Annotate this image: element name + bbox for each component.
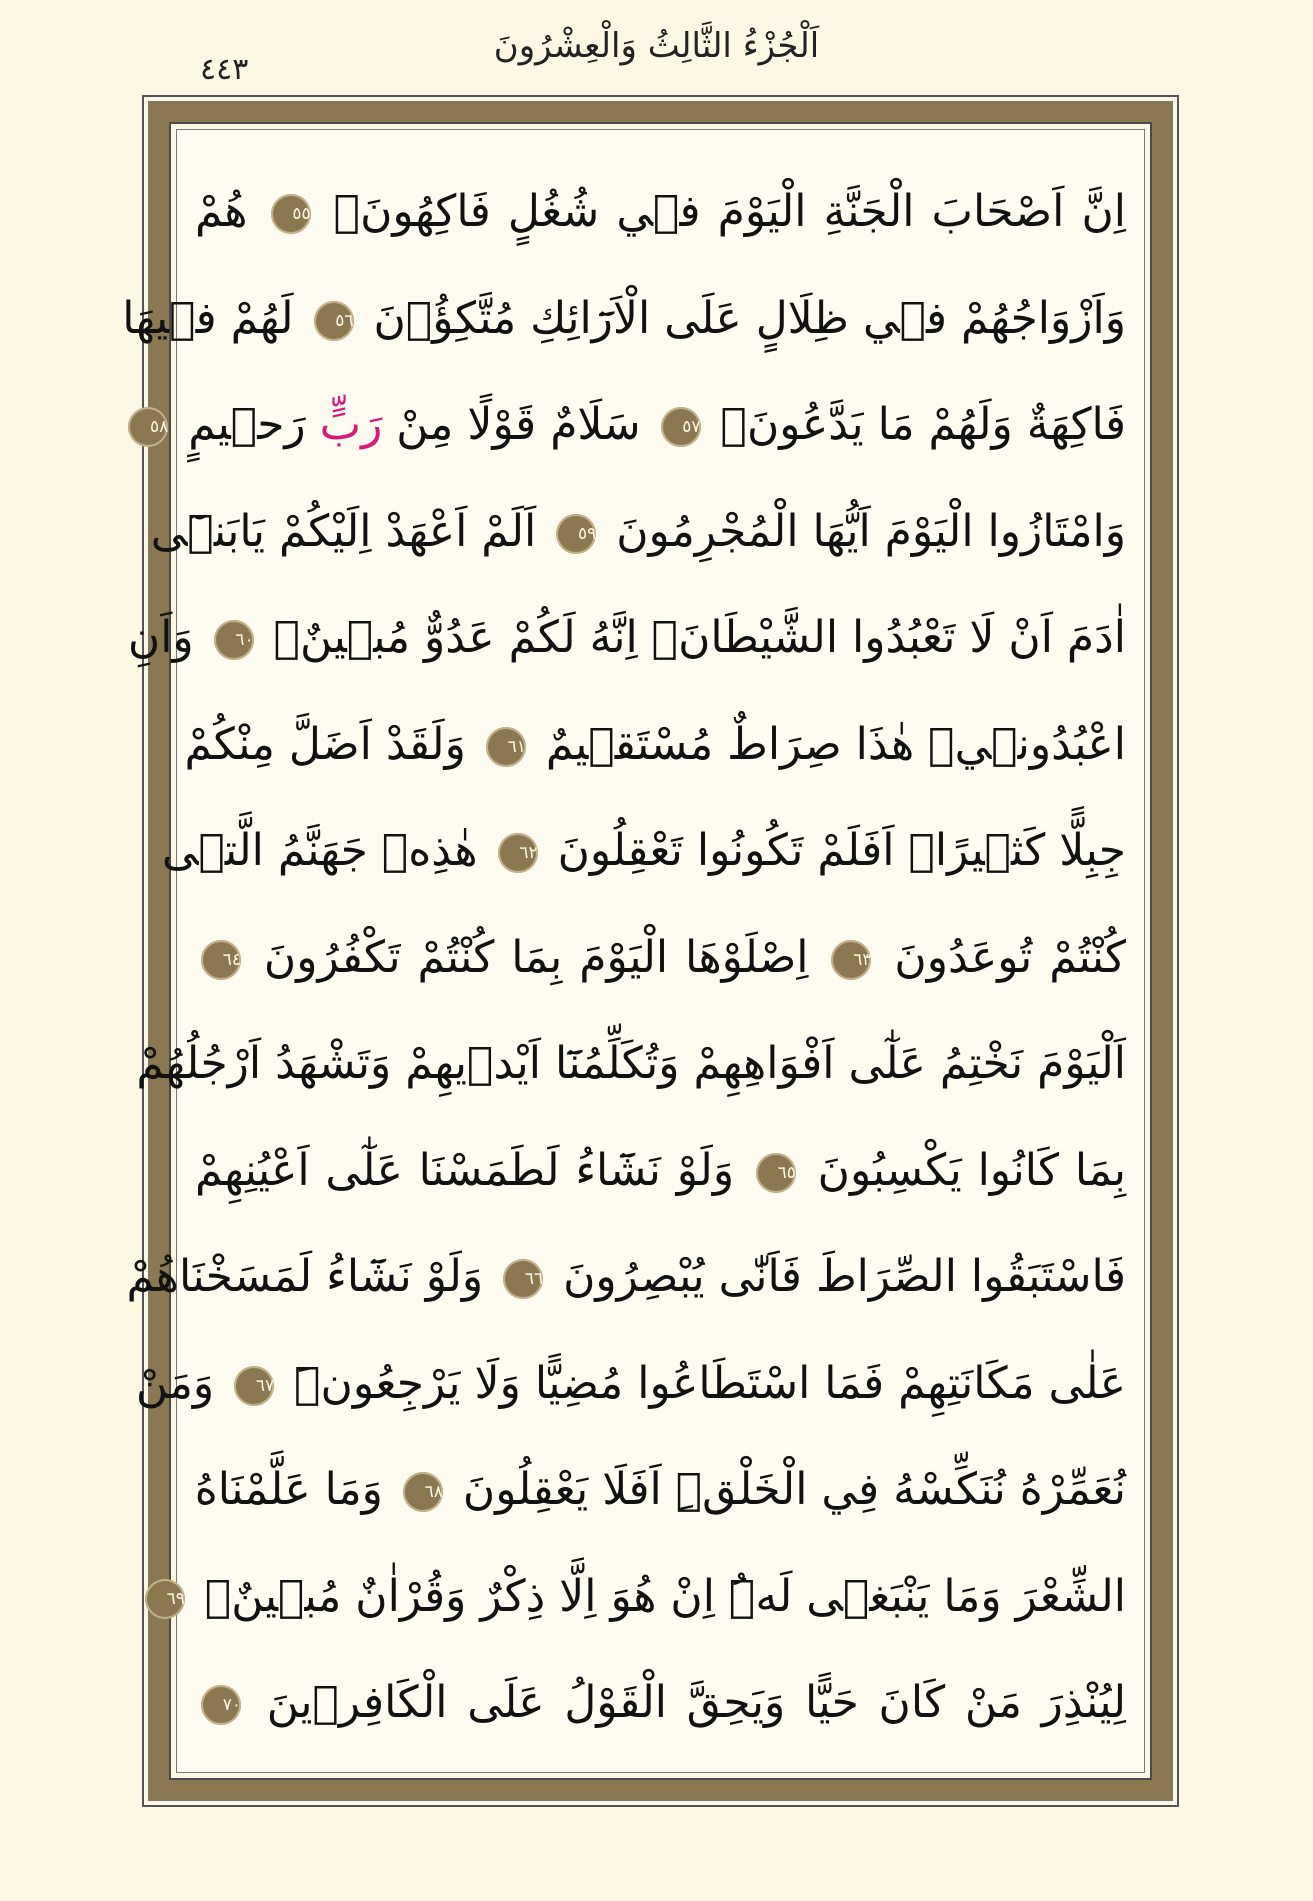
ayah-number-marker: ٦٢ (498, 833, 538, 873)
ayah-number-marker: ٦٦ (503, 1259, 543, 1299)
ayah-number-marker: ٦٧ (234, 1366, 274, 1406)
ayah-number-marker: ٥٦ (314, 301, 354, 341)
verse-text: اِصْلَوْهَا الْيَوْمَ بِمَا كُنْتُمْ تَكْفُرُونَ (247, 931, 826, 983)
verse-text: نُعَمِّرْهُ نُنَكِّسْهُ فِي الْخَلْقِۜ اَفَلَا يَعْقِلُونَ (448, 1464, 1126, 1515)
verse-line (195, 906, 1126, 1010)
verse-line (150, 480, 1126, 584)
verse-text: وَامْتَازُوا الْيَوْمَ اَيُّهَا الْمُجْرِمُونَ (602, 505, 1126, 557)
verse-line (135, 1332, 1126, 1436)
verse-text: هُمْ (195, 186, 265, 237)
verse-line (195, 1119, 1126, 1223)
verse-line (195, 1438, 1126, 1542)
verse-text: وَمَنْ (135, 1357, 229, 1409)
verse-line (127, 586, 1126, 690)
verse-text: سَلَامٌ قَوْلًا مِنْ (382, 399, 655, 450)
verse-text: وَاَزْوَاجُهُمْ فٖي ظِلَالٍ عَلَى الْاَرَٓائِكِ مُتَّكِؤُ۫نَ (359, 292, 1126, 344)
verse-text: فَاسْتَبَقُوا الصِّرَاطَ فَاَنّٰى يُبْصِرُونَ (549, 1251, 1126, 1302)
verse-text: اٰدَمَ اَنْ لَا تَعْبُدُوا الشَّيْطَانَۚ اِنَّهُ لَكُمْ عَدُوٌّ مُبٖينٌۙ (259, 612, 1126, 663)
verse-line (122, 267, 1126, 371)
ayah-number-marker: ٥٩ (556, 514, 596, 554)
ayah-number-marker: ٧٠ (201, 1685, 241, 1725)
quran-text-block (122, 160, 1126, 1760)
verse-text: لَهُمْ فٖيهَا (122, 292, 308, 344)
verse-text: هٰذِهٖ جَهَنَّمُ الَّتٖى (161, 825, 492, 876)
page-number: ٤٤٣ (200, 52, 249, 87)
verse-line (195, 160, 1126, 264)
ayah-number-marker: ٦٨ (403, 1472, 443, 1512)
verse-text: فَاكِهَةٌ وَلَهُمْ مَا يَدَّعُونَۚ (706, 399, 1126, 450)
highlighted-word: رَبٍّ (319, 399, 383, 450)
verse-line (184, 693, 1126, 797)
ayah-number-marker: ٦٤ (201, 940, 241, 980)
ayah-number-marker: ٦٥ (756, 1153, 796, 1193)
verse-text: لِيُنْذِرَ مَنْ كَانَ حَيًّا وَيَحِقَّ الْقَوْلُ عَلَى الْكَافِرٖينَ (247, 1677, 1126, 1728)
ayah-number-marker: ٦٣ (831, 940, 871, 980)
verse-text: وَلَوْ نَشَٓاءُ لَطَمَسْنَا عَلٰٓى اَعْيُنِهِمْ (195, 1144, 750, 1196)
verse-line (136, 1012, 1126, 1116)
verse-text: بِمَا كَانُوا يَكْسِبُونَ (801, 1144, 1126, 1196)
verse-line (149, 373, 1126, 477)
verse-text: اِنَّ اَصْحَابَ الْجَنَّةِ الْيَوْمَ فٖي شُغُلٍ فَاكِهُونَۚ (316, 186, 1126, 237)
verse-line (195, 1651, 1126, 1755)
ayah-number-marker: ٦٩ (145, 1579, 185, 1619)
ayah-number-marker: ٥٧ (661, 407, 701, 447)
ayah-number-marker: ٥٨ (128, 407, 168, 447)
verse-text: رَحٖيمٍ (174, 399, 320, 450)
verse-text: اعْبُدُونٖيۜ هٰذَا صِرَاطٌ مُسْتَقٖيمٌ (531, 718, 1126, 770)
page-header-title: اَلْجُزْءُ الثَّالِثُ وَالْعِشْرُونَ (493, 26, 820, 66)
verse-text: وَلَوْ نَشَٓاءُ لَمَسَخْنَاهُمْ (126, 1251, 498, 1302)
verse-text: عَلٰى مَكَانَتِهِمْ فَمَا اسْتَطَاعُوا مُضِيًّا وَلَا يَرْجِعُونَۧ (280, 1357, 1126, 1409)
verse-text: اَلْيَوْمَ نَخْتِمُ عَلٰٓى اَفْوَاهِهِمْ وَتُكَلِّمُنَٓا اَيْدٖيهِمْ وَتَشْهَدُ اَرْجُلُهُمْ (136, 1038, 1126, 1089)
verse-text: كُنْتُمْ تُوعَدُونَ (877, 931, 1126, 983)
verse-text: جِبِلًّا كَثٖيرًاۜ اَفَلَمْ تَكُونُوا تَعْقِلُونَ (543, 825, 1126, 876)
verse-text: وَاَنِ (127, 612, 208, 663)
verse-text: وَمَا عَلَّمْنَاهُ (194, 1464, 397, 1515)
verse-text: وَلَقَدْ اَضَلَّ مِنْكُمْ (184, 718, 480, 770)
ayah-number-marker: ٦١ (486, 727, 526, 767)
ayah-number-marker: ٥٥ (271, 194, 311, 234)
verse-line (166, 1545, 1126, 1649)
ayah-number-marker: ٦٠ (214, 620, 254, 660)
verse-line (126, 1225, 1126, 1329)
verse-text: الشِّعْرَ وَمَا يَنْبَغٖى لَهُۜ اِنْ هُوَ اِلَّا ذِكْرٌ وَقُرْاٰنٌ مُبٖينٌۙ (190, 1570, 1126, 1622)
verse-line (161, 799, 1126, 903)
verse-text: اَلَمْ اَعْهَدْ اِلَيْكُمْ يَابَنٖٓى (150, 505, 551, 557)
